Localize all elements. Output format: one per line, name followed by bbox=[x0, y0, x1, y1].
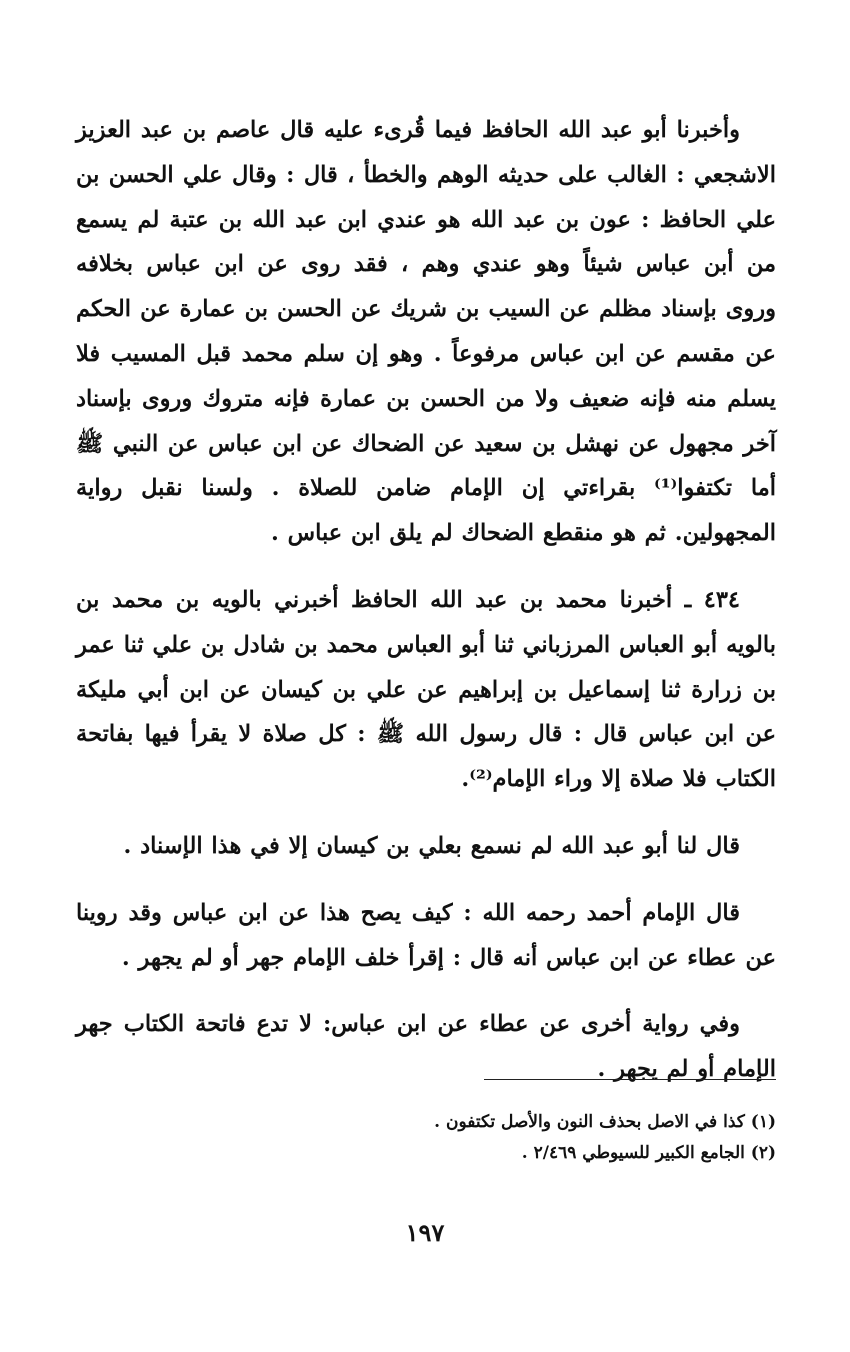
footnotes bbox=[76, 1107, 776, 1169]
footnote-2: (٢) الجامع الكبير للسيوطي ٢/٤٦٩ . bbox=[521, 1143, 776, 1163]
page-body bbox=[76, 108, 776, 1114]
page-number: ١٩٧ bbox=[405, 1218, 445, 1247]
footnote-separator bbox=[484, 1079, 776, 1080]
paragraph-3: قال لنا أبو عبد الله لم نسمع بعلي بن كيسان إلا في هذا الإسناد . bbox=[123, 832, 740, 859]
paragraph-4: قال الإمام أحمد رحمه الله : كيف يصح هذا عن ابن عباس وقد روينا عن عطاء عن ابن عباس أنه قال : إقرأ خلف الإمام جهر أو لم يجهر . bbox=[76, 899, 776, 971]
paragraph-5: وفي رواية أخرى عن عطاء عن ابن عباس: لا تدع فاتحة الكتاب جهر الإمام أو لم يجهر . bbox=[76, 1011, 776, 1083]
paragraph-2: ٤٣٤ ـ أخبرنا محمد بن عبد الله الحافظ أخبرني بالويه بن محمد بن بالويه أبو العباس المرزباني ثنا أبو العباس محمد بن شادل بن علي ثنا عمر بن زرارة ثنا إسماعيل بن إبراهيم عن علي بن كيسان عن ابن أبي مليكة عن ابن عباس قال : قال رسول الله ﷺ : كل صلاة لا يقرأ فيها بفاتحة الكتاب فلا صلاة إلا وراء الإمام⁽²⁾. bbox=[76, 586, 776, 793]
footnote-1: (١) كذا في الاصل بحذف النون والأصل تكتفون . bbox=[434, 1112, 776, 1132]
paragraph-1: وأخبرنا أبو عبد الله الحافظ فيما قُرىء عليه قال عاصم بن عبد العزيز الاشجعي : الغالب على حديثه الوهم والخطأ ، قال : وقال علي الحسن بن علي الحافظ : عون بن عبد الله هو عندي ابن عبد الله بن عتبة لم يسمع من أبن عباس شيئاً وهو عندي وهم ، فقد روى عن ابن عباس بخلافه وروى بإسناد مظلم عن السيب بن شريك عن الحسن بن عمارة عن الحكم عن مقسم عن ابن عباس مرفوعاً . وهو إن سلم محمد قبل المسيب فلا يسلم منه فإنه ضعيف ولا من الحسن بن عمارة فإنه متروك وروى بإسناد آخر مجهول عن نهشل بن سعيد عن الضحاك عن ابن عباس عن النبي ﷺ أما تكتفوا⁽¹⁾ بقراءتي إن الإمام ضامن للصلاة . ولسنا نقبل رواية المجهولين. ثم هو منقطع الضحاك لم يلق ابن عباس . bbox=[76, 117, 777, 547]
